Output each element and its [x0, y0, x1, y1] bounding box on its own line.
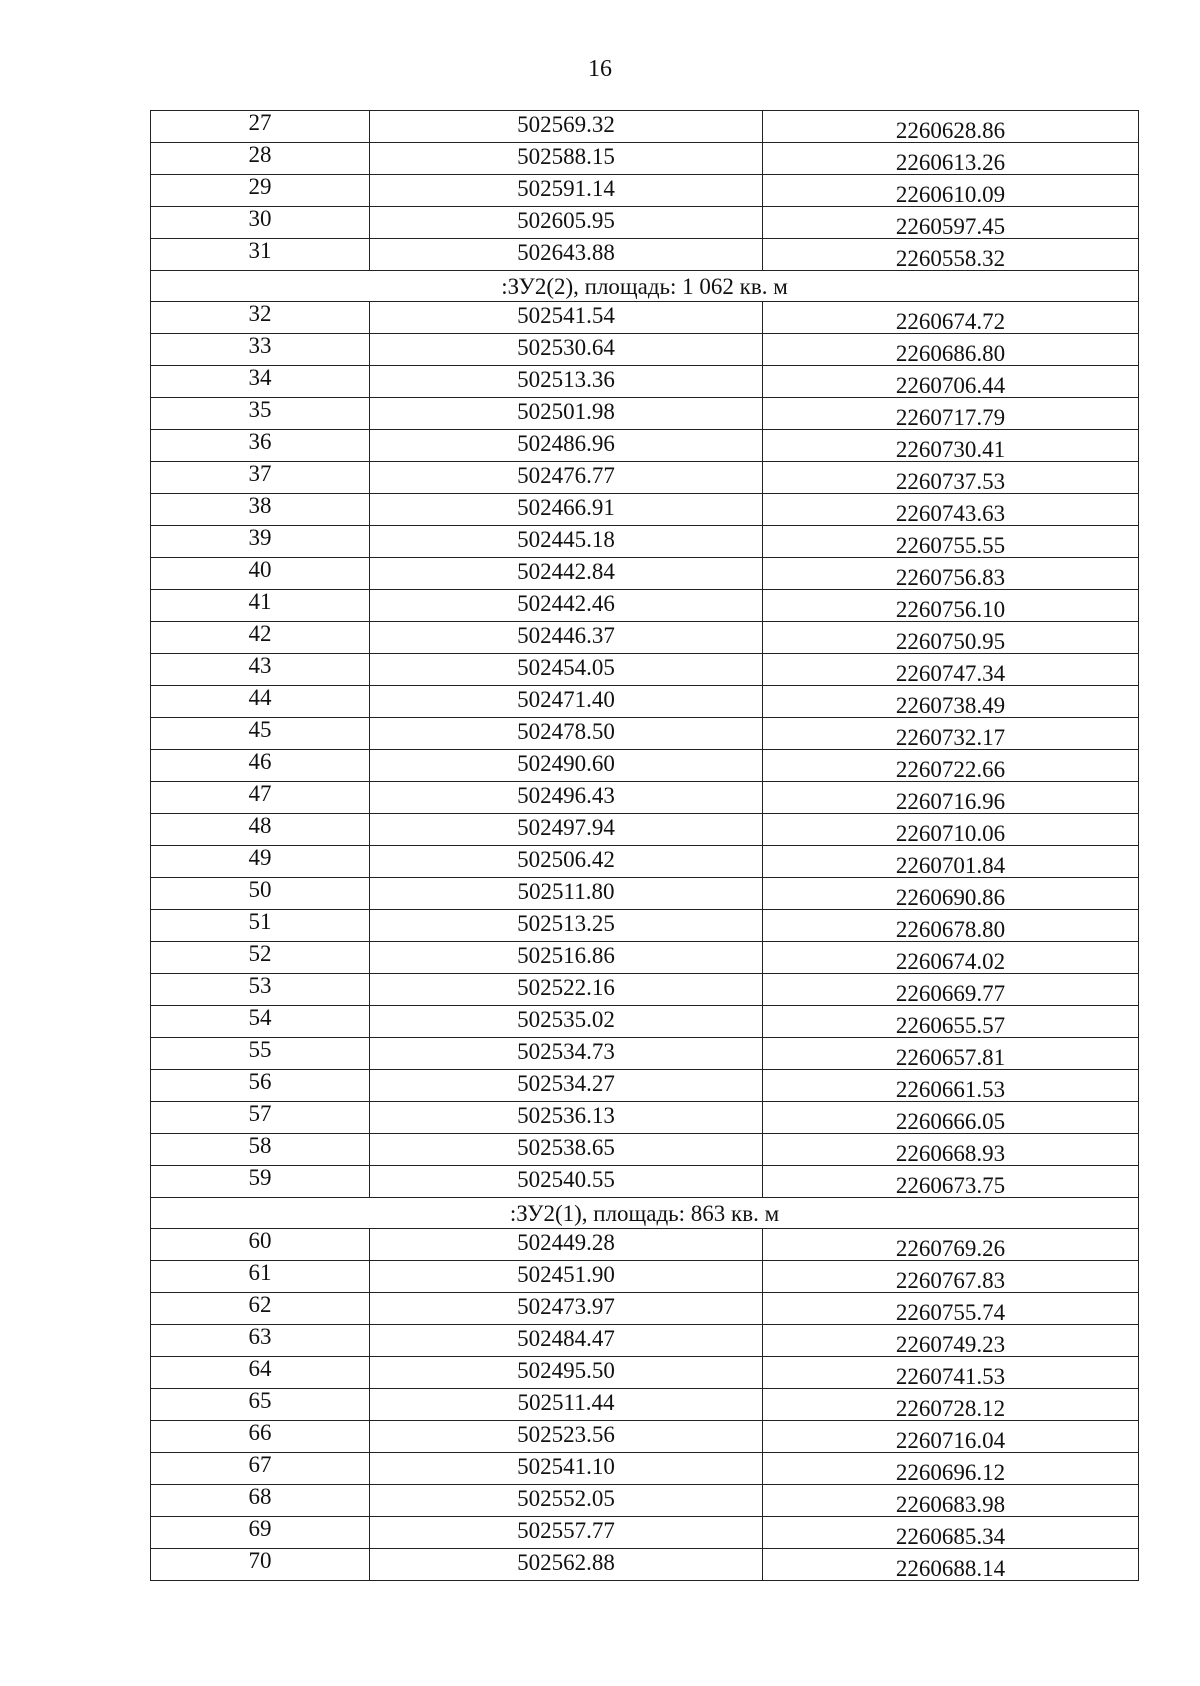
point-number-cell: 30 [151, 207, 370, 239]
y-coordinate-cell: 2260661.53 [763, 1070, 1139, 1102]
table-row [151, 1166, 1139, 1198]
x-coordinate-cell: 502557.77 [370, 1517, 763, 1549]
x-coordinate-cell: 502442.46 [370, 590, 763, 622]
x-coordinate-cell: 502442.84 [370, 558, 763, 590]
table-row [151, 622, 1139, 654]
x-coordinate-cell: 502643.88 [370, 239, 763, 271]
x-coordinate-cell: 502513.36 [370, 366, 763, 398]
x-coordinate-cell: 502495.50 [370, 1357, 763, 1389]
x-coordinate-cell: 502513.25 [370, 910, 763, 942]
table-row [151, 1517, 1139, 1549]
x-coordinate-cell: 502497.94 [370, 814, 763, 846]
x-coordinate-cell: 502534.73 [370, 1038, 763, 1070]
y-coordinate-cell: 2260737.53 [763, 462, 1139, 494]
table-row [151, 814, 1139, 846]
x-coordinate-cell: 502541.10 [370, 1453, 763, 1485]
x-coordinate-cell: 502535.02 [370, 1006, 763, 1038]
x-coordinate-cell: 502484.47 [370, 1325, 763, 1357]
y-coordinate-cell: 2260690.86 [763, 878, 1139, 910]
point-number-cell: 45 [151, 718, 370, 750]
table-row [151, 654, 1139, 686]
y-coordinate-cell: 2260741.53 [763, 1357, 1139, 1389]
x-coordinate-cell: 502454.05 [370, 654, 763, 686]
x-coordinate-cell: 502471.40 [370, 686, 763, 718]
y-coordinate-cell: 2260668.93 [763, 1134, 1139, 1166]
table-row [151, 1453, 1139, 1485]
y-coordinate-cell: 2260743.63 [763, 494, 1139, 526]
table-row [151, 111, 1139, 143]
y-coordinate-cell: 2260710.06 [763, 814, 1139, 846]
x-coordinate-cell: 502490.60 [370, 750, 763, 782]
table-row [151, 782, 1139, 814]
x-coordinate-cell: 502516.86 [370, 942, 763, 974]
table-row [151, 942, 1139, 974]
y-coordinate-cell: 2260657.81 [763, 1038, 1139, 1070]
y-coordinate-cell: 2260678.80 [763, 910, 1139, 942]
table-row [151, 175, 1139, 207]
y-coordinate-cell: 2260750.95 [763, 622, 1139, 654]
table-row [151, 494, 1139, 526]
table-row [151, 878, 1139, 910]
point-number-cell: 62 [151, 1293, 370, 1325]
point-number-cell: 64 [151, 1357, 370, 1389]
table-row [151, 302, 1139, 334]
y-coordinate-cell: 2260666.05 [763, 1102, 1139, 1134]
point-number-cell: 50 [151, 878, 370, 910]
x-coordinate-cell: 502522.16 [370, 974, 763, 1006]
point-number-cell: 36 [151, 430, 370, 462]
x-coordinate-cell: 502466.91 [370, 494, 763, 526]
point-number-cell: 69 [151, 1517, 370, 1549]
x-coordinate-cell: 502536.13 [370, 1102, 763, 1134]
table-row [151, 1134, 1139, 1166]
point-number-cell: 55 [151, 1038, 370, 1070]
y-coordinate-cell: 2260686.80 [763, 334, 1139, 366]
table-row [151, 1549, 1139, 1581]
point-number-cell: 51 [151, 910, 370, 942]
table-row [151, 1421, 1139, 1453]
point-number-cell: 35 [151, 398, 370, 430]
table-row [151, 239, 1139, 271]
point-number-cell: 46 [151, 750, 370, 782]
y-coordinate-cell: 2260610.09 [763, 175, 1139, 207]
coordinates-table-body [151, 111, 1139, 1581]
page-number: 16 [588, 56, 612, 82]
y-coordinate-cell: 2260756.10 [763, 590, 1139, 622]
table-row [151, 1229, 1139, 1261]
x-coordinate-cell: 502445.18 [370, 526, 763, 558]
point-number-cell: 52 [151, 942, 370, 974]
y-coordinate-cell: 2260722.66 [763, 750, 1139, 782]
y-coordinate-cell: 2260701.84 [763, 846, 1139, 878]
table-row [151, 1325, 1139, 1357]
y-coordinate-cell: 2260688.14 [763, 1549, 1139, 1581]
point-number-cell: 59 [151, 1166, 370, 1198]
x-coordinate-cell: 502501.98 [370, 398, 763, 430]
table-row [151, 718, 1139, 750]
point-number-cell: 39 [151, 526, 370, 558]
y-coordinate-cell: 2260755.55 [763, 526, 1139, 558]
table-row [151, 398, 1139, 430]
point-number-cell: 67 [151, 1453, 370, 1485]
x-coordinate-cell: 502478.50 [370, 718, 763, 750]
section-header-row [151, 271, 1139, 302]
point-number-cell: 57 [151, 1102, 370, 1134]
point-number-cell: 54 [151, 1006, 370, 1038]
x-coordinate-cell: 502569.32 [370, 111, 763, 143]
y-coordinate-cell: 2260674.72 [763, 302, 1139, 334]
y-coordinate-cell: 2260685.34 [763, 1517, 1139, 1549]
y-coordinate-cell: 2260749.23 [763, 1325, 1139, 1357]
y-coordinate-cell: 2260597.45 [763, 207, 1139, 239]
point-number-cell: 63 [151, 1325, 370, 1357]
y-coordinate-cell: 2260655.57 [763, 1006, 1139, 1038]
point-number-cell: 42 [151, 622, 370, 654]
y-coordinate-cell: 2260728.12 [763, 1389, 1139, 1421]
table-row [151, 430, 1139, 462]
x-coordinate-cell: 502496.43 [370, 782, 763, 814]
y-coordinate-cell: 2260716.96 [763, 782, 1139, 814]
x-coordinate-cell: 502538.65 [370, 1134, 763, 1166]
y-coordinate-cell: 2260717.79 [763, 398, 1139, 430]
x-coordinate-cell: 502473.97 [370, 1293, 763, 1325]
table-row [151, 1261, 1139, 1293]
point-number-cell: 70 [151, 1549, 370, 1581]
table-row [151, 526, 1139, 558]
point-number-cell: 40 [151, 558, 370, 590]
x-coordinate-cell: 502451.90 [370, 1261, 763, 1293]
y-coordinate-cell: 2260769.26 [763, 1229, 1139, 1261]
table-row [151, 686, 1139, 718]
point-number-cell: 41 [151, 590, 370, 622]
point-number-cell: 32 [151, 302, 370, 334]
table-row [151, 143, 1139, 175]
table-row [151, 1357, 1139, 1389]
x-coordinate-cell: 502552.05 [370, 1485, 763, 1517]
table-row [151, 974, 1139, 1006]
point-number-cell: 68 [151, 1485, 370, 1517]
x-coordinate-cell: 502541.54 [370, 302, 763, 334]
y-coordinate-cell: 2260738.49 [763, 686, 1139, 718]
point-number-cell: 49 [151, 846, 370, 878]
table-row [151, 590, 1139, 622]
y-coordinate-cell: 2260747.34 [763, 654, 1139, 686]
x-coordinate-cell: 502534.27 [370, 1070, 763, 1102]
y-coordinate-cell: 2260669.77 [763, 974, 1139, 1006]
point-number-cell: 58 [151, 1134, 370, 1166]
point-number-cell: 34 [151, 366, 370, 398]
table-row [151, 1102, 1139, 1134]
y-coordinate-cell: 2260558.32 [763, 239, 1139, 271]
x-coordinate-cell: 502449.28 [370, 1229, 763, 1261]
point-number-cell: 27 [151, 111, 370, 143]
section-title: :ЗУ2(1), площадь: 863 кв. м [151, 1198, 1139, 1229]
x-coordinate-cell: 502588.15 [370, 143, 763, 175]
point-number-cell: 43 [151, 654, 370, 686]
x-coordinate-cell: 502476.77 [370, 462, 763, 494]
point-number-cell: 48 [151, 814, 370, 846]
y-coordinate-cell: 2260755.74 [763, 1293, 1139, 1325]
x-coordinate-cell: 502530.64 [370, 334, 763, 366]
point-number-cell: 29 [151, 175, 370, 207]
x-coordinate-cell: 502523.56 [370, 1421, 763, 1453]
y-coordinate-cell: 2260628.86 [763, 111, 1139, 143]
point-number-cell: 33 [151, 334, 370, 366]
point-number-cell: 38 [151, 494, 370, 526]
x-coordinate-cell: 502605.95 [370, 207, 763, 239]
y-coordinate-cell: 2260674.02 [763, 942, 1139, 974]
y-coordinate-cell: 2260683.98 [763, 1485, 1139, 1517]
point-number-cell: 37 [151, 462, 370, 494]
table-row [151, 846, 1139, 878]
table-row [151, 1006, 1139, 1038]
x-coordinate-cell: 502511.80 [370, 878, 763, 910]
y-coordinate-cell: 2260673.75 [763, 1166, 1139, 1198]
y-coordinate-cell: 2260767.83 [763, 1261, 1139, 1293]
table-row [151, 750, 1139, 782]
x-coordinate-cell: 502486.96 [370, 430, 763, 462]
table-row [151, 910, 1139, 942]
x-coordinate-cell: 502511.44 [370, 1389, 763, 1421]
table-row [151, 1389, 1139, 1421]
table-row [151, 1293, 1139, 1325]
coordinates-table [150, 110, 1139, 1581]
point-number-cell: 28 [151, 143, 370, 175]
point-number-cell: 44 [151, 686, 370, 718]
table-row [151, 366, 1139, 398]
section-header-row [151, 1198, 1139, 1229]
y-coordinate-cell: 2260756.83 [763, 558, 1139, 590]
table-row [151, 558, 1139, 590]
point-number-cell: 31 [151, 239, 370, 271]
point-number-cell: 65 [151, 1389, 370, 1421]
y-coordinate-cell: 2260613.26 [763, 143, 1139, 175]
point-number-cell: 66 [151, 1421, 370, 1453]
y-coordinate-cell: 2260730.41 [763, 430, 1139, 462]
x-coordinate-cell: 502540.55 [370, 1166, 763, 1198]
section-title: :ЗУ2(2), площадь: 1 062 кв. м [151, 271, 1139, 302]
table-row [151, 462, 1139, 494]
point-number-cell: 61 [151, 1261, 370, 1293]
table-row [151, 334, 1139, 366]
x-coordinate-cell: 502562.88 [370, 1549, 763, 1581]
x-coordinate-cell: 502591.14 [370, 175, 763, 207]
x-coordinate-cell: 502506.42 [370, 846, 763, 878]
point-number-cell: 60 [151, 1229, 370, 1261]
point-number-cell: 56 [151, 1070, 370, 1102]
point-number-cell: 53 [151, 974, 370, 1006]
table-row [151, 1038, 1139, 1070]
y-coordinate-cell: 2260732.17 [763, 718, 1139, 750]
table-row [151, 1485, 1139, 1517]
point-number-cell: 47 [151, 782, 370, 814]
y-coordinate-cell: 2260706.44 [763, 366, 1139, 398]
x-coordinate-cell: 502446.37 [370, 622, 763, 654]
y-coordinate-cell: 2260716.04 [763, 1421, 1139, 1453]
y-coordinate-cell: 2260696.12 [763, 1453, 1139, 1485]
table-row [151, 207, 1139, 239]
table-row [151, 1070, 1139, 1102]
